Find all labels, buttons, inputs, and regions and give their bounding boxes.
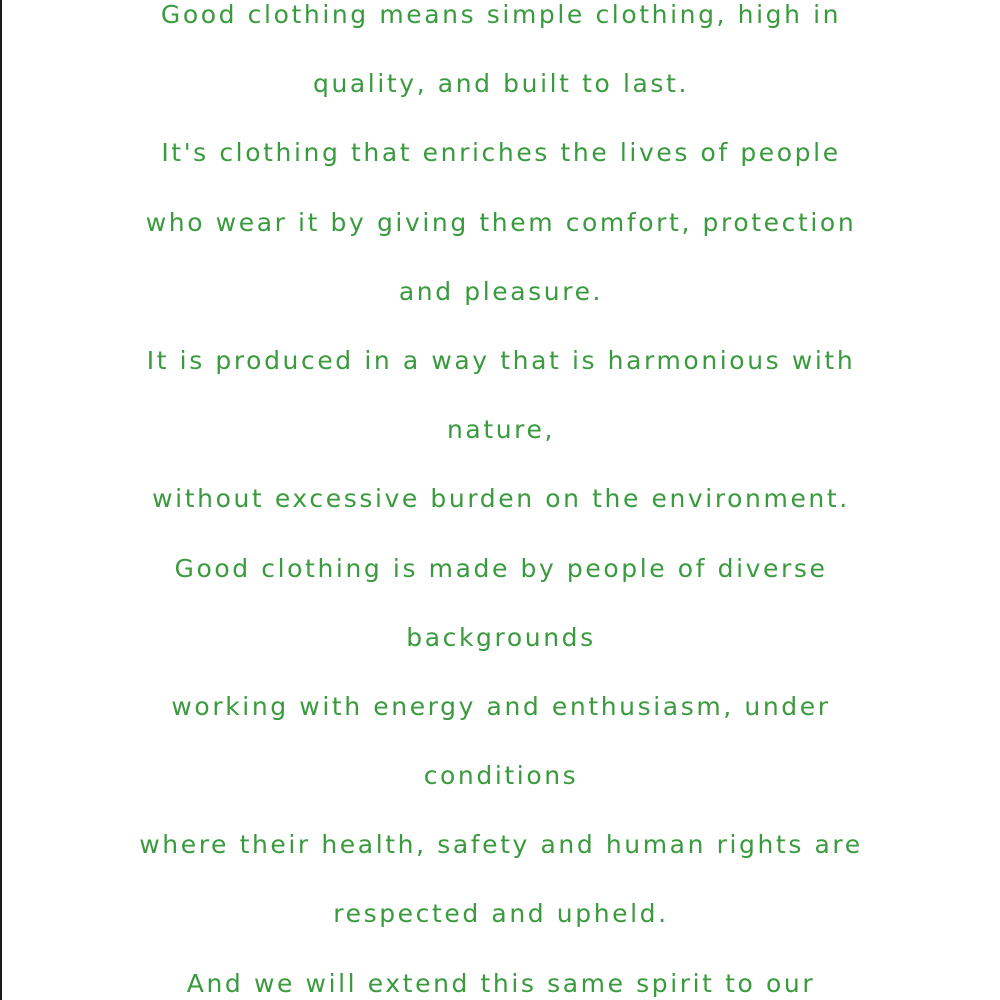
statement-line: working with energy and enthusiasm, under: [171, 691, 831, 721]
statement-line: nature,: [446, 415, 556, 445]
statement-line: Good clothing means simple clothing, high in: [160, 0, 842, 29]
statement-line: without excessive burden on the environment.: [152, 484, 850, 514]
statement-line: who wear it by giving them comfort, protection: [145, 207, 857, 237]
statement-line: backgrounds: [406, 622, 596, 652]
statement-line: respected and upheld.: [333, 899, 669, 929]
statement-line: It is produced in a way that is harmonious with: [146, 345, 856, 375]
statement-line: quality, and built to last.: [312, 69, 690, 99]
statement-line: where their health, safety and human rights are: [139, 830, 863, 860]
statement-line: conditions: [423, 761, 579, 791]
statement-line: and pleasure.: [398, 276, 604, 306]
statement-line: It's clothing that enriches the lives of people: [161, 138, 841, 168]
statement-line: Good clothing is made by people of diverse: [174, 553, 828, 583]
statement-line: And we will extend this same spirit to our: [186, 968, 816, 998]
